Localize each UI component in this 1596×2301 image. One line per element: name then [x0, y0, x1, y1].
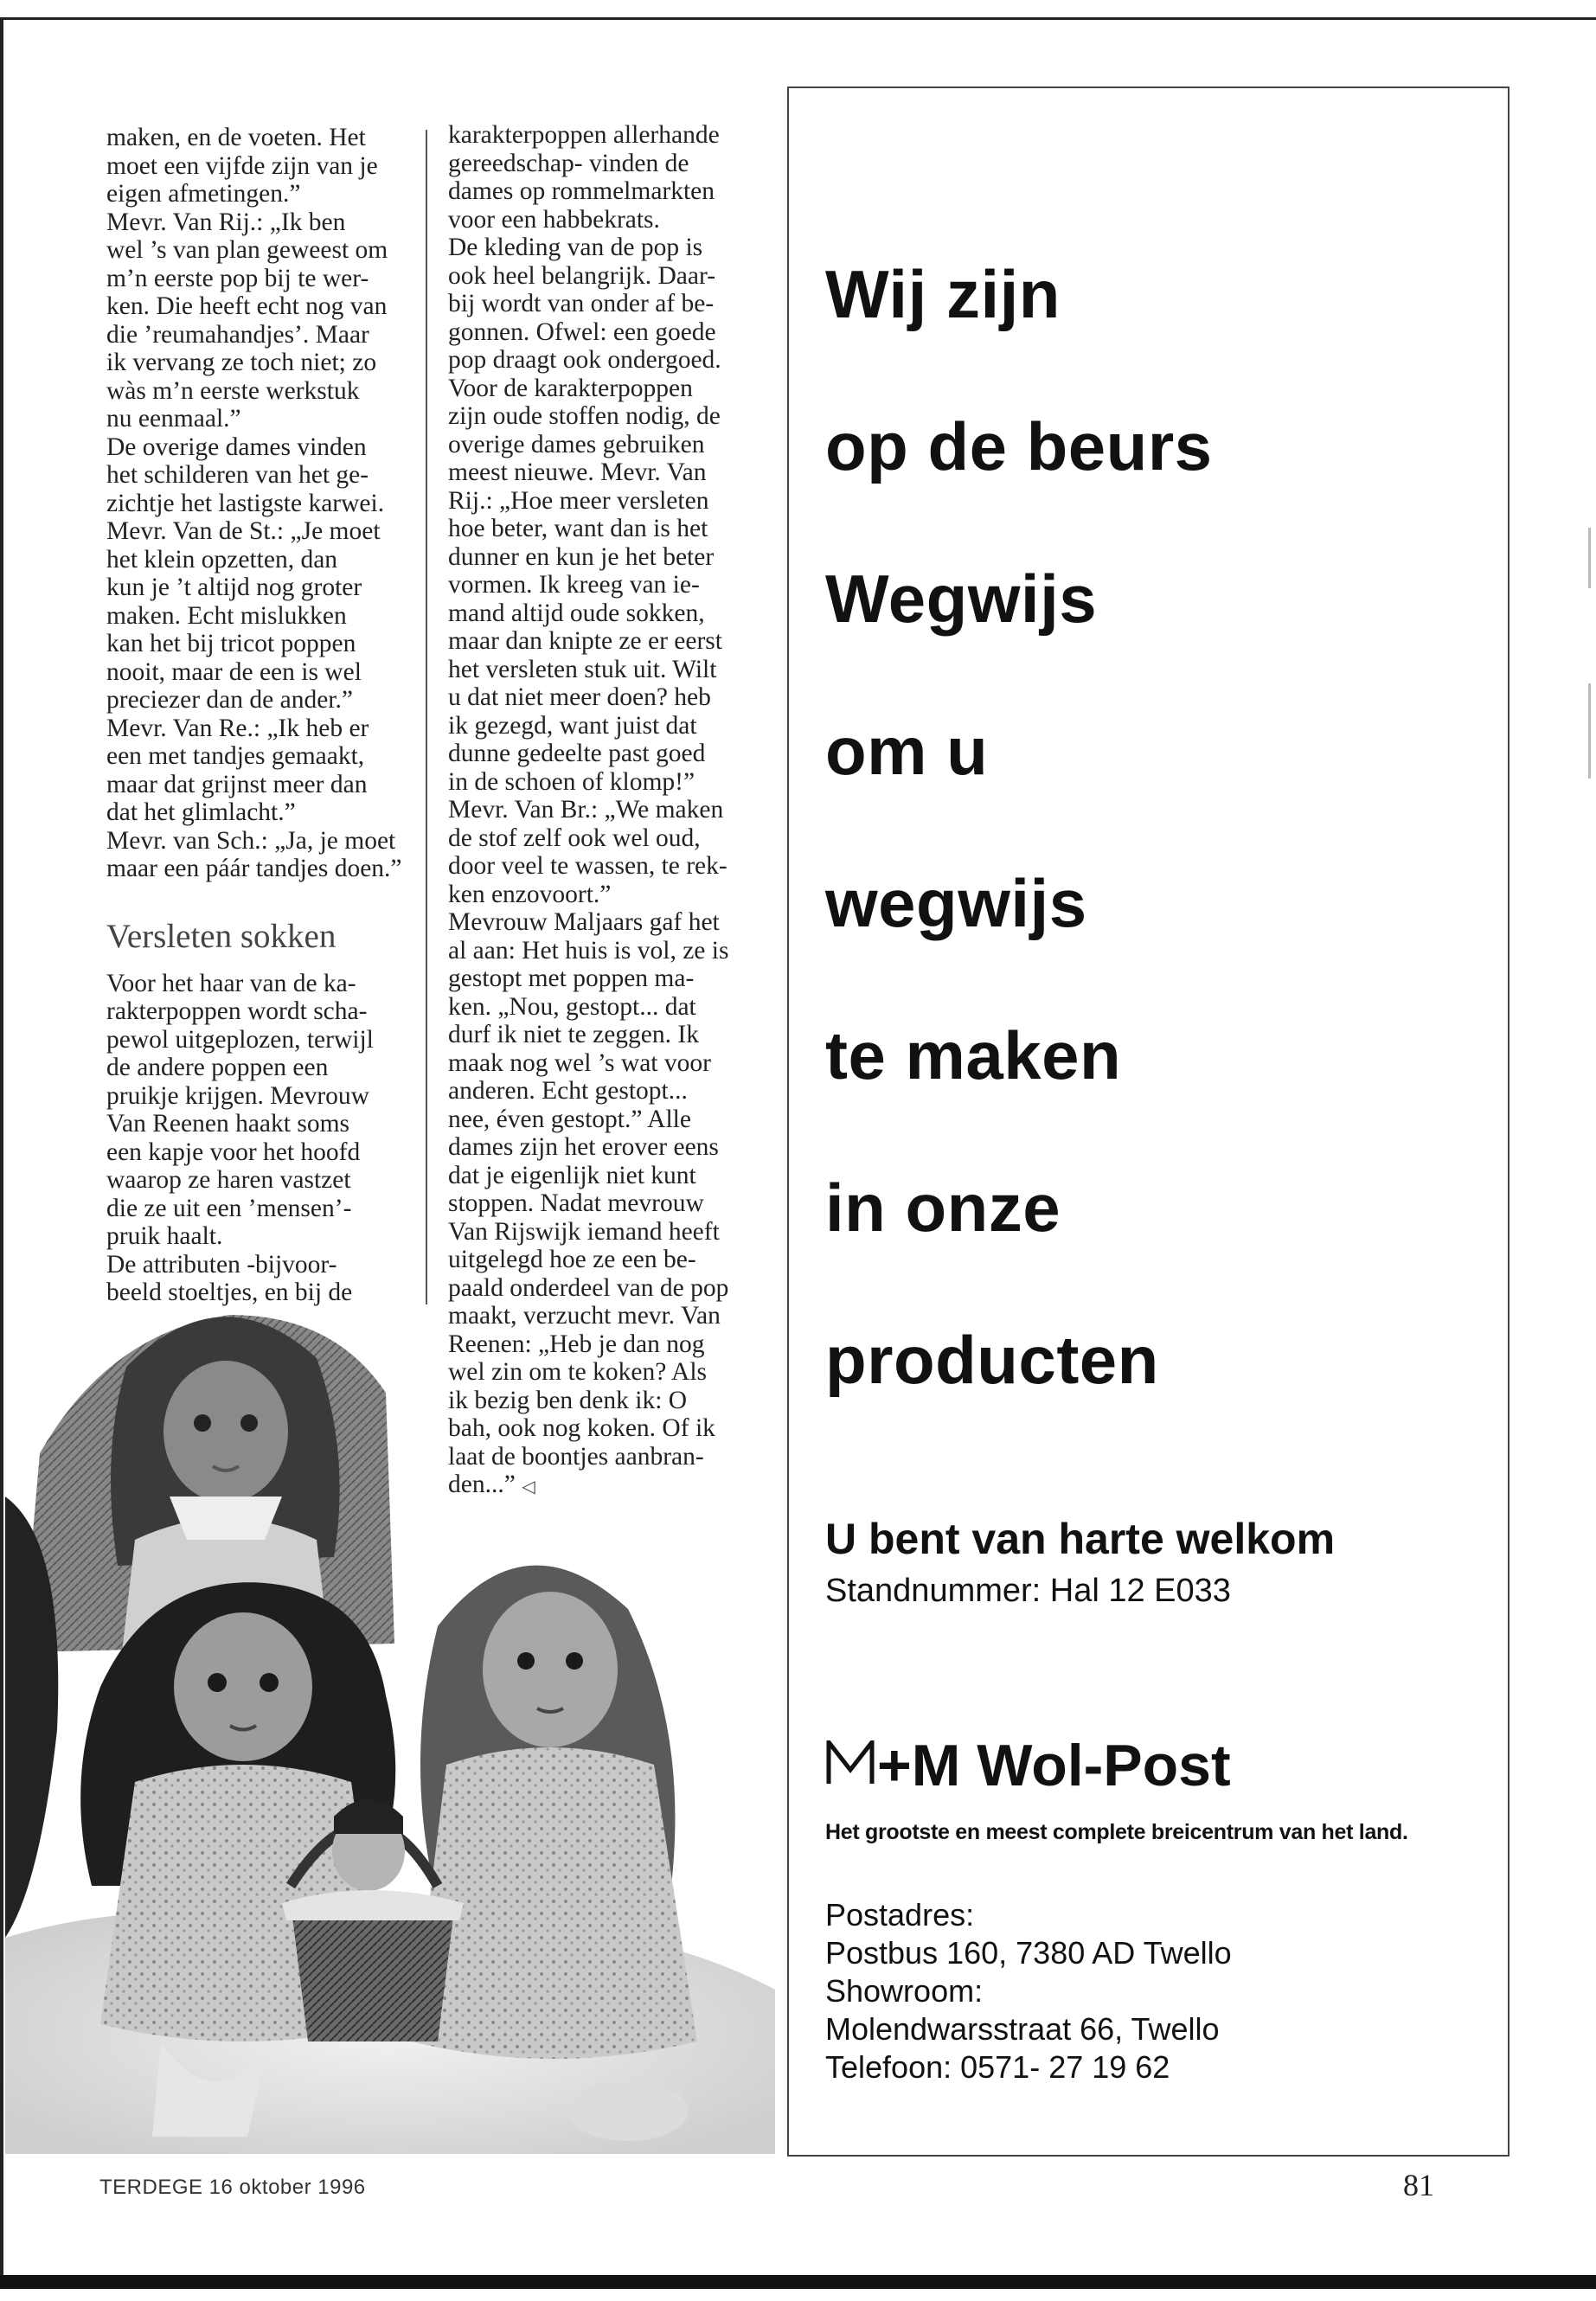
text-line: kan het bij tricot poppen: [106, 630, 356, 657]
contact-line: Molendwarsstraat 66, Twello: [825, 2011, 1220, 2047]
contact-line: Telefoon: 0571- 27 19 62: [825, 2049, 1170, 2085]
text-line: Mevr. Van Rij.: „Ik ben: [106, 208, 346, 236]
text-line: een met tandjes gemaakt,: [106, 742, 365, 770]
ad-brand: [825, 1732, 1231, 1799]
text-line: dunne gedeelte past goed: [448, 740, 706, 767]
ad-headline: [825, 218, 1213, 1436]
brand-name: +M Wol-Post: [877, 1733, 1231, 1798]
text-line: dat je eigenlijk niet kunt: [448, 1161, 696, 1189]
text-line: voor een habbekrats.: [448, 205, 660, 234]
text-line: pop draagt ook ondergoed.: [448, 346, 721, 374]
text-line: anderen. Echt gestopt...: [448, 1077, 688, 1105]
text-line: ik vervang ze toch niet; zo: [106, 349, 377, 376]
text-line: paald onderdeel van de pop: [448, 1273, 729, 1302]
text-line: maar dat grijnst meer dan: [106, 770, 368, 798]
edge-mark: [1588, 528, 1591, 588]
text-line: pruik haalt.: [106, 1222, 223, 1250]
text-line: beeld stoeltjes, en bij de: [106, 1279, 353, 1306]
text-line: De overige dames vinden: [106, 433, 367, 461]
text-line: Rij.: „Hoe meer versleten: [448, 486, 709, 515]
text-line: bah, ook nog koken. Of ik: [448, 1414, 715, 1442]
text-line: maar een páár tandjes doen.”: [106, 855, 402, 882]
subheading: Versleten sokken: [106, 917, 337, 955]
ad-welcome: U bent van harte welkom: [825, 1515, 1336, 1563]
text-line: wel ’s van plan geweest om: [106, 236, 388, 264]
text-line: dames zijn het erover eens: [448, 1133, 719, 1161]
text-line: die ze uit een ’mensen’-: [106, 1194, 352, 1222]
text-line: het schilderen van het ge-: [106, 461, 369, 489]
text-line: wel zin om te koken? Als: [448, 1358, 708, 1386]
text-line: De kleding van de pop is: [448, 234, 703, 261]
text-line: dat het glimlacht.”: [106, 798, 296, 826]
text-line: uitgelegd hoe ze een be-: [448, 1246, 696, 1273]
text-line: Mevrouw Maljaars gaf het: [448, 908, 720, 936]
text-line: gonnen. Ofwel: een goede: [448, 317, 716, 346]
ad-headline-line: Wegwijs: [825, 561, 1098, 637]
text-line: u dat niet meer doen? heb: [448, 683, 711, 711]
text-line: Voor de karakterpoppen: [448, 374, 693, 402]
text-line: m’n eerste pop bij te wer-: [106, 264, 369, 292]
text-line: maak nog wel ’s wat voor: [448, 1048, 711, 1077]
text-line: nu eenmaal.”: [106, 405, 241, 433]
footer-publication: TERDEGE 16 oktober 1996: [99, 2176, 366, 2199]
text-line: Van Rijswijk iemand heeft: [448, 1217, 720, 1246]
ad-tagline: Het grootste en meest complete breicentrum van het land.: [825, 1820, 1408, 1844]
contact-line: Postbus 160, 7380 AD Twello: [825, 1935, 1232, 1971]
text-line: het klein opzetten, dan: [106, 545, 338, 574]
text-line: de andere poppen een: [106, 1054, 329, 1081]
text-line: moet een vijfde zijn van je: [106, 151, 378, 180]
text-line-last: den...”: [448, 1471, 516, 1498]
text-line: zijn oude stoffen nodig, de: [448, 402, 721, 430]
text-line: Mevr. Van Br.: „We maken: [448, 796, 724, 824]
ad-stand-number: Standnummer: Hal 12 E033: [825, 1573, 1231, 1609]
text-line: dames op rommelmarkten: [448, 177, 715, 205]
text-line: Van Reenen haakt soms: [106, 1110, 349, 1138]
text-line: het versleten stuk uit. Wilt: [448, 655, 717, 683]
text-line: Voor het haar van de ka-: [106, 969, 356, 997]
text-line: vormen. Ik kreeg van ie-: [448, 571, 700, 599]
edge-mark: [1588, 683, 1591, 779]
ad-headline-line: op de beurs: [825, 408, 1213, 484]
text-line: in de schoen of klomp!”: [448, 767, 695, 796]
text-line: die ’reumahandjes’. Maar: [106, 320, 369, 349]
text-line: stoppen. Nadat mevrouw: [448, 1189, 704, 1217]
text-line: wàs m’n eerste werkstuk: [106, 376, 360, 405]
column-divider: [426, 130, 427, 1304]
text-line: Mevr. van Sch.: „Ja, je moet: [106, 826, 396, 855]
text-line: ken. „Nou, gestopt... dat: [448, 992, 696, 1021]
text-line: Reenen: „Heb je dan nog: [448, 1330, 705, 1358]
column-1-text-continued: [106, 970, 426, 1307]
text-line: ik gezegd, want juist dat: [448, 711, 697, 740]
text-line: nooit, maar de een is wel: [106, 657, 362, 686]
text-line: Mevr. Van de St.: „Je moet: [106, 517, 381, 545]
text-line: al aan: Het huis is vol, ze is: [448, 936, 729, 965]
text-line: laat de boontjes aanbran-: [448, 1442, 704, 1471]
text-line: ken. Die heeft echt nog van: [106, 292, 388, 320]
text-line: nee, éven gestopt.” Alle: [448, 1105, 691, 1133]
text-line: Mevr. Van Re.: „Ik heb er: [106, 714, 369, 742]
text-line: bij wordt van onder af be-: [448, 290, 715, 317]
brand-logo-m-icon: [825, 1740, 875, 1785]
advertisement-box: [787, 87, 1509, 2157]
contact-line: Postadres:: [825, 1897, 975, 1932]
text-line: preciezer dan de ander.”: [106, 686, 353, 714]
bottom-rule: [0, 2275, 1596, 2289]
text-line: zichtje het lastigste karwei.: [106, 489, 385, 517]
text-line: waarop ze haren vastzet: [106, 1166, 351, 1194]
text-line: meest nieuwe. Mevr. Van: [448, 458, 707, 486]
ad-headline-line: om u: [825, 713, 989, 789]
text-line: ken enzovoort.”: [448, 880, 612, 908]
text-line: kun je ’t altijd nog groter: [106, 574, 362, 601]
text-line: ook heel belangrijk. Daar-: [448, 261, 716, 290]
page-number: 81: [1403, 2168, 1434, 2202]
text-line: hoe beter, want dan is het: [448, 515, 708, 542]
text-line: ik bezig ben denk ik: O: [448, 1386, 688, 1414]
text-line: De attributen -bijvoor-: [106, 1250, 337, 1279]
text-line: durf ik niet te zeggen. Ik: [448, 1021, 699, 1048]
text-line: eigen afmetingen.”: [106, 180, 301, 208]
text-line: overige dames gebruiken: [448, 430, 705, 458]
text-line: gereedschap- vinden de: [448, 149, 689, 177]
contact-line: Showroom:: [825, 1973, 984, 2009]
ad-headline-line: in onze: [825, 1170, 1061, 1246]
text-line: dunner en kun je het beter: [448, 542, 715, 571]
text-line: gestopt met poppen ma-: [448, 965, 695, 992]
text-line: rakterpoppen wordt scha-: [106, 997, 368, 1025]
text-line: maken, en de voeten. Het: [106, 124, 366, 151]
dolls-photo: [5, 1280, 775, 2154]
ad-contact-info: [825, 1896, 1232, 2086]
end-mark-icon: ◁: [522, 1477, 535, 1497]
ad-headline-line: te maken: [825, 1017, 1122, 1093]
top-rule: [0, 17, 1596, 20]
ad-headline-line: Wij zijn: [825, 256, 1061, 332]
text-line: maar dan knipte ze er eerst: [448, 627, 722, 655]
text-line: pruikje krijgen. Mevrouw: [106, 1081, 369, 1110]
text-line: de stof zelf ook wel oud,: [448, 824, 701, 852]
left-rule: [0, 17, 3, 2284]
ad-headline-line: producten: [825, 1322, 1159, 1398]
text-line: maakt, verzucht mevr. Van: [448, 1302, 721, 1330]
article-column-1: [106, 124, 426, 1307]
text-line: maken. Echt mislukken: [106, 601, 347, 630]
text-line: pewol uitgeplozen, terwijl: [106, 1025, 374, 1054]
text-line: mand altijd oude sokken,: [448, 599, 705, 627]
text-line: door veel te wassen, te rek-: [448, 852, 727, 880]
text-line: een kapje voor het hoofd: [106, 1138, 361, 1166]
ad-headline-line: wegwijs: [825, 865, 1087, 941]
text-line: karakterpoppen allerhande: [448, 121, 720, 149]
column-1-text: [106, 124, 426, 883]
